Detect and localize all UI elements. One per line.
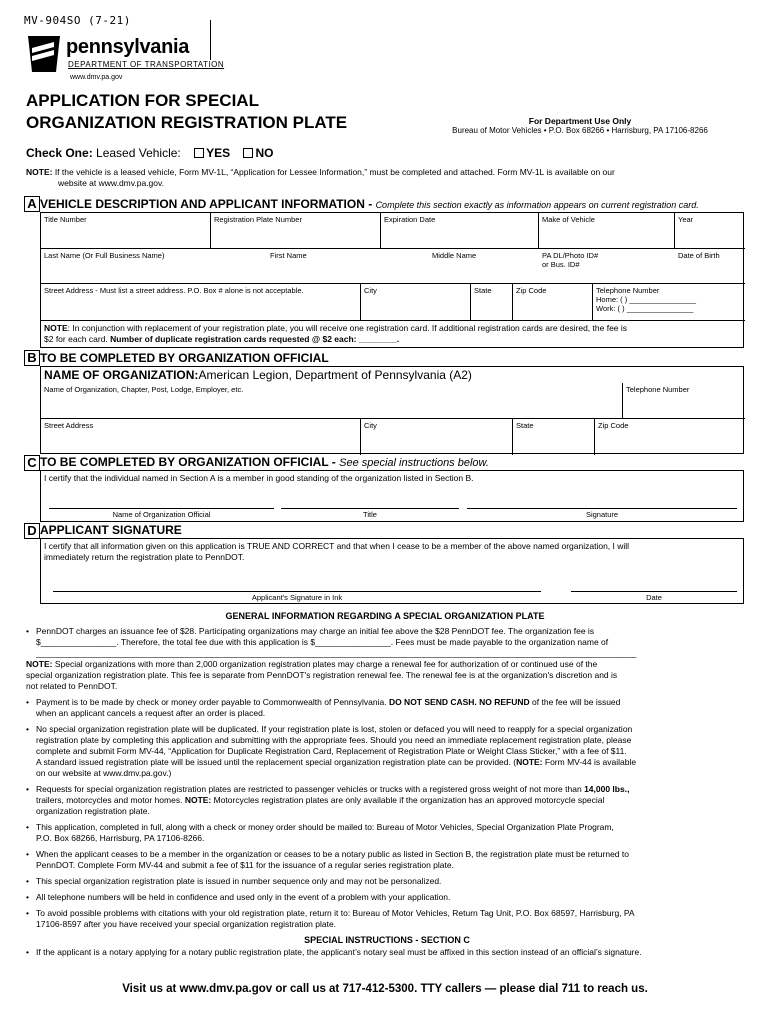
note-label: NOTE:	[26, 167, 53, 177]
org-telephone-field[interactable]: Telephone Number	[623, 383, 745, 419]
duplicate-line-4c: Form MV-44 is available	[542, 757, 637, 767]
restriction-2a: trailers, motorcycles and motor homes.	[36, 795, 185, 805]
section-a-note	[44, 323, 742, 345]
return-bullet	[26, 849, 748, 871]
title-line-2: ORGANIZATION REGISTRATION PLATE	[26, 113, 348, 132]
note-line-2: website at www.dmv.pa.gov.	[58, 178, 164, 188]
section-a-heading	[40, 197, 699, 211]
old-plate-line-2: 17106-8597 after you have received your special organization registration plate.	[36, 919, 337, 929]
org-name-row	[44, 368, 472, 382]
applicant-signature-line[interactable]	[53, 591, 541, 592]
check-one-label: Check One:	[26, 146, 93, 160]
duplicate-note-label: NOTE:	[516, 757, 543, 767]
renewal-note-2: special organization registration plate. This fee is separate from PennDOT's registration renewal fee. The renewal fee is at the organization's discretion and is	[26, 670, 618, 680]
section-d-label: D	[24, 523, 40, 539]
street-field[interactable]: Street Address - Must list a street address. P.O. Box # alone is not acceptable.	[41, 284, 361, 321]
restriction-2c: Motorcycles registration plates are only available if the organization has an approved motorcycle special	[211, 795, 605, 805]
payment-bold: DO NOT SEND CASH. NO REFUND	[388, 697, 530, 707]
return-line-2: PennDOT. Complete Form MV-44 and submit a fee of $11 for the issuance of a regular series registration plate.	[36, 860, 454, 870]
section-c-certify: I certify that the individual named in Section A is a member in good standing of the organization listed in Section B.	[44, 473, 474, 483]
duplicate-line-5: on our website at www.dmv.pa.gov.)	[36, 768, 172, 778]
section-a-title: VEHICLE DESCRIPTION AND APPLICANT INFORMATION -	[40, 197, 376, 211]
applicant-signature-label: Applicant's Signature in Ink	[251, 593, 343, 602]
org-name-label: NAME OF ORGANIZATION:	[44, 368, 199, 382]
restriction-3: organization registration plate.	[36, 806, 150, 816]
duplicate-line-1: • No special organization registration plate will be duplicated. If your registration plate is lost, stolen or defaced you will need to reapply for a special organization	[36, 724, 633, 734]
official-name-line[interactable]	[49, 508, 274, 509]
keystone-logo-icon	[24, 34, 64, 74]
confidential-bullet: • All telephone numbers will be held in confidence and used only in the event of a problem with your application.	[26, 892, 748, 903]
dept-use-heading: For Department Use Only	[528, 116, 632, 126]
logo-name: pennsylvania	[66, 36, 190, 58]
section-b-heading: TO BE COMPLETED BY ORGANIZATION OFFICIAL	[40, 351, 329, 365]
official-title-label: Title	[363, 510, 377, 519]
official-signature-line[interactable]	[467, 508, 737, 509]
section-c-box	[40, 470, 744, 522]
duplicate-line-4a: A standard issued registration plate will be issued until the replacement special organization registration plate can be provided. (	[36, 757, 517, 767]
no-label: NO	[255, 146, 274, 160]
fee-line-3[interactable]: _______________________________________________________________________________________________________________________________	[36, 648, 637, 658]
section-d-certify-2: immediately return the registration plate to PennDOT.	[44, 552, 245, 562]
payment-text-a: Payment is to be made by check or money order payable to Commonwealth of Pennsylvania.	[36, 697, 389, 707]
section-c-title: TO BE COMPLETED BY ORGANIZATION OFFICIAL -	[40, 455, 340, 469]
section-a-label: A	[24, 196, 40, 212]
mailing-line-1: • This application, completed in full, along with a check or money order should be mailed to: Bureau of Motor Vehicles, Special Organization Plate Program,	[36, 822, 614, 832]
year-field[interactable]: Year	[675, 213, 745, 249]
middle-name-field[interactable]: Middle Name	[429, 249, 539, 284]
duplicate-bullet	[26, 724, 748, 779]
section-d-certify-1: I certify that all information given on this application is TRUE AND CORRECT and that when I cease to be a member of the above named organization, I will	[44, 541, 630, 551]
general-info-title: GENERAL INFORMATION REGARDING A SPECIAL ORGANIZATION PLATE	[225, 611, 545, 621]
old-plate-bullet	[26, 908, 748, 930]
zip-field[interactable]: Zip Code	[513, 284, 593, 321]
official-name-label: Name of Organization Official	[112, 510, 211, 519]
fee-line-2[interactable]: $________________. Therefore, the total fee due with this application is $________________. Fees must be made payable to the organization name of	[36, 637, 609, 647]
note-line-1: If the vehicle is a leased vehicle, Form MV-1L, “Application for Lessee Information,” must be completed and attached. Form MV-1L is available on our	[52, 167, 615, 177]
special-instructions-bullet: • If the applicant is a notary applying for a notary public registration plate, the applicant’s notary seal must be affixed in this section instead of an official’s signature.	[26, 947, 748, 958]
org-street-field[interactable]: Street Address	[41, 419, 361, 455]
section-a-note-line2: $2 for each card.	[44, 334, 111, 344]
restriction-note-label: NOTE:	[184, 795, 212, 805]
home-phone: Home: ( ) ________________	[596, 295, 697, 304]
old-plate-line-1: • To avoid possible problems with citations with your old registration plate, return it to: Bureau of Motor Vehicles, Return Tag Unit, P.O. Box 68597, Harrisburg, PA	[36, 908, 635, 918]
first-name-field[interactable]: First Name	[267, 249, 429, 284]
no-checkbox[interactable]	[243, 148, 253, 158]
plate-number-field[interactable]: Registration Plate Number	[211, 213, 381, 249]
fee-line-1: • PennDOT charges an issuance fee of $28. Participating organizations may charge an initial fee above the $28 PennDOT fee. The organization fee is	[36, 626, 595, 636]
yes-label: YES	[206, 146, 231, 160]
duplicate-line-3: complete and submit Form MV-44, “Application for Duplicate Registration Card, Replacement of Registration Plate or Weight Class Sticker,” with a fee of $11.	[36, 746, 627, 756]
check-one-row	[26, 146, 273, 160]
expiration-field[interactable]: Expiration Date	[381, 213, 539, 249]
renewal-note-label: NOTE:	[26, 659, 53, 669]
section-c-label: C	[24, 455, 40, 471]
sequence-bullet: • This special organization registration plate is issued in number sequence only and may not be personalized.	[26, 876, 748, 887]
page-title	[26, 90, 406, 134]
restriction-bullet	[26, 784, 748, 817]
yes-checkbox[interactable]	[194, 148, 204, 158]
date-label: Date	[646, 593, 662, 602]
dl-label-2: or Bus. ID#	[542, 260, 580, 269]
date-line[interactable]	[571, 591, 737, 592]
last-name-field[interactable]: Last Name (Or Full Business Name)	[41, 249, 267, 284]
logo-url: www.dmv.pa.gov	[70, 74, 123, 81]
org-city-field[interactable]: City	[361, 419, 513, 455]
title-line-1: APPLICATION FOR SPECIAL	[26, 91, 259, 110]
penndot-logo	[24, 34, 254, 84]
dob-field[interactable]: Date of Birth	[675, 249, 745, 284]
duplicate-line-2: registration plate by completing this application and submitting with the appropriate fees. Should you need an immediate replacement registration plate, please	[36, 735, 632, 745]
restriction-1a: Requests for special organization registration plates are restricted to passenger vehicles or trucks with a registered gross weight of not more than	[36, 784, 585, 794]
dept-use-address: Bureau of Motor Vehicles • P.O. Box 68266 • Harrisburg, PA 17106-8266	[452, 126, 708, 135]
logo-dept: DEPARTMENT OF TRANSPORTATION	[68, 60, 225, 69]
section-d-certify	[44, 541, 742, 563]
dl-field[interactable]	[539, 249, 675, 284]
return-line-1: • When the applicant ceases to be a member in the organization or ceases to be a notary public as listed in Section B, the registration plate must be returned to	[36, 849, 629, 859]
telephone-field[interactable]	[593, 284, 745, 321]
footer-contact: Visit us at www.dmv.pa.gov or call us at 717-412-5300. TTY callers — please dial 711 to reach us.	[122, 983, 648, 995]
section-d-box	[40, 538, 744, 604]
title-number-field[interactable]: Title Number	[41, 213, 211, 249]
org-state-field[interactable]: State	[513, 419, 595, 455]
leased-note	[26, 167, 746, 189]
make-field[interactable]: Make of Vehicle	[539, 213, 675, 249]
payment-bullet	[26, 697, 748, 719]
renewal-note-3: not related to PennDOT.	[26, 681, 118, 691]
form-id: MV-904SO (7-21)	[24, 14, 131, 27]
section-c-heading	[40, 455, 489, 469]
work-phone: Work: ( ) ________________	[596, 304, 694, 313]
official-title-line[interactable]	[281, 508, 459, 509]
section-a-box	[40, 212, 744, 348]
mailing-bullet	[26, 822, 748, 844]
dl-label-1: PA DL/Photo ID#	[542, 251, 599, 260]
renewal-note	[26, 659, 748, 692]
fee-bullet	[26, 626, 748, 659]
section-b-box	[40, 366, 744, 454]
section-d-heading: APPLICANT SIGNATURE	[40, 523, 182, 537]
dept-use-box	[420, 116, 740, 135]
restriction-weight: 14,000 lbs.,	[584, 784, 630, 794]
duplicate-cards-request[interactable]: Number of duplicate registration cards requested @ $2 each: ________.	[110, 334, 400, 344]
city-field[interactable]: City	[361, 284, 471, 321]
section-a-note-text: : In conjunction with replacement of your registration plate, you will receive one registration card. If additional registration cards are desired, the fee is	[67, 323, 628, 333]
section-c-sub: See special instructions below.	[339, 457, 489, 469]
section-a-note-label: NOTE	[44, 323, 68, 333]
org-name-field[interactable]: Name of Organization, Chapter, Post, Lodge, Employer, etc.	[41, 383, 623, 419]
general-info-list	[26, 626, 748, 958]
org-name-value[interactable]: American Legion, Department of Pennsylvania (A2)	[198, 368, 472, 382]
payment-line-2: when an applicant cancels a request after an order is placed.	[36, 708, 266, 718]
special-instructions-title: SPECIAL INSTRUCTIONS - SECTION C	[304, 935, 470, 945]
section-b-label: B	[24, 350, 40, 366]
org-zip-field[interactable]: Zip Code	[598, 421, 629, 430]
tel-label: Telephone Number	[596, 286, 660, 295]
official-signature-label: Signature	[585, 510, 619, 519]
leased-label: Leased Vehicle:	[96, 146, 181, 160]
payment-text-b: of the fee will be issued	[529, 697, 621, 707]
state-field[interactable]: State	[471, 284, 513, 321]
section-a-sub: Complete this section exactly as information appears on current registration card.	[375, 200, 699, 210]
mailing-line-2: P.O. Box 68266, Harrisburg, PA 17106-8266.	[36, 833, 205, 843]
renewal-note-1: Special organizations with more than 2,000 organization registration plates may charge a renewal fee for authorization of or continued use of the	[52, 659, 598, 669]
